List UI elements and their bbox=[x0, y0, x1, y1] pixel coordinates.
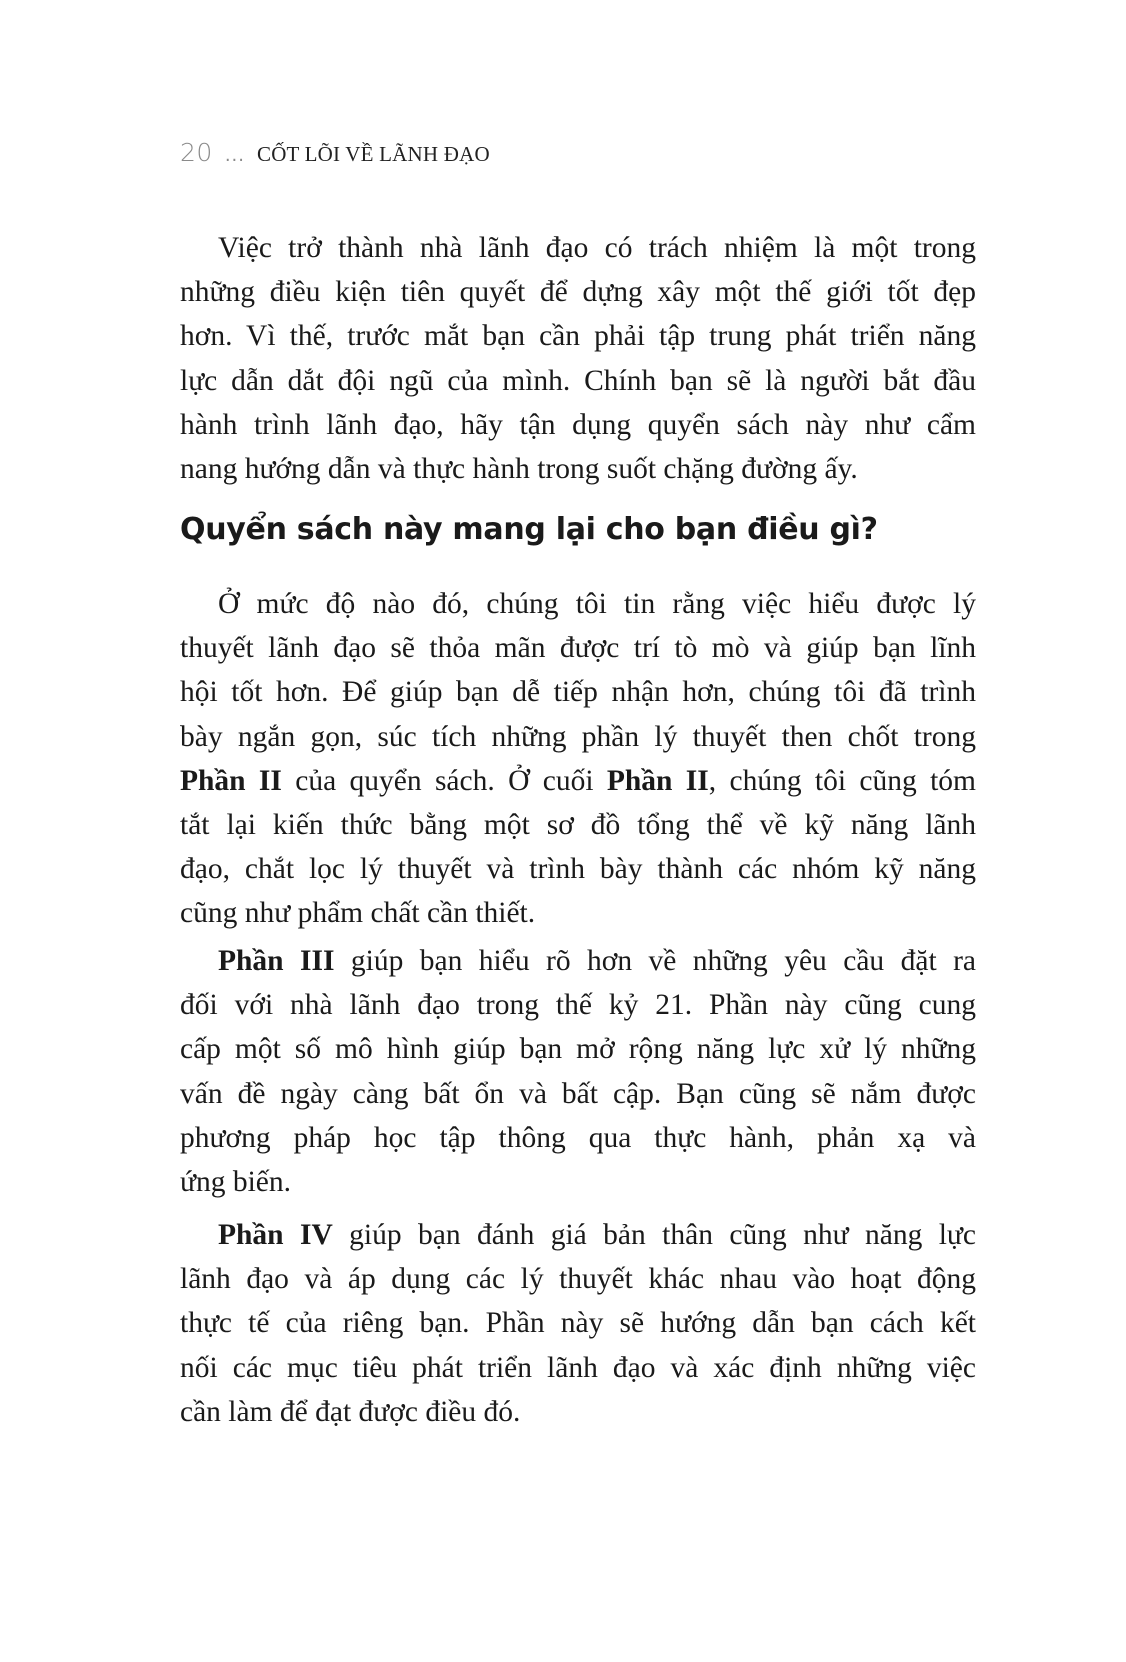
text-line bbox=[180, 1213, 976, 1257]
part-iv-label: Phần IV bbox=[218, 1219, 333, 1251]
text-line bbox=[180, 759, 976, 803]
section-paragraph-3 bbox=[180, 1213, 976, 1434]
text-line: vấn đề ngày càng bất ổn và bất cập. Bạn cũng sẽ nắm được bbox=[180, 1077, 976, 1110]
text-line: cũng như phẩm chất cần thiết. bbox=[180, 897, 536, 930]
text-fragment: , chúng tôi cũng tóm bbox=[708, 764, 976, 797]
text-line: hành trình lãnh đạo, hãy tận dụng quyển sách này như cẩm bbox=[180, 408, 976, 441]
text-line: lực dẫn dắt đội ngũ của mình. Chính bạn sẽ là người bắt đầu bbox=[180, 364, 976, 397]
part-ii-label: Phần II bbox=[180, 764, 282, 797]
running-head bbox=[180, 138, 490, 167]
text-line: hội tốt hơn. Để giúp bạn dễ tiếp nhận hơn, chúng tôi đã trình bbox=[180, 676, 976, 709]
intro-paragraph bbox=[180, 226, 976, 491]
section-heading: Quyển sách này mang lại cho bạn điều gì? bbox=[180, 512, 878, 547]
ellipsis-separator-icon: ... bbox=[224, 145, 245, 166]
text-line: nang hướng dẫn và thực hành trong suốt chặng đường ấy. bbox=[180, 452, 858, 485]
text-line: phương pháp học tập thông qua thực hành, phản xạ và bbox=[180, 1121, 976, 1154]
text-line: thực tế của riêng bạn. Phần này sẽ hướng dẫn bạn cách kết bbox=[180, 1307, 976, 1340]
text-fragment: giúp bạn hiểu rõ hơn về những yêu cầu đặt ra bbox=[334, 945, 976, 977]
text-fragment: của quyển sách. Ở cuối bbox=[281, 764, 607, 797]
section-paragraph-1 bbox=[180, 582, 976, 936]
book-page bbox=[180, 0, 976, 1662]
text-line: Việc trở thành nhà lãnh đạo có trách nhiệm là một trong bbox=[218, 232, 976, 264]
text-line: nối các mục tiêu phát triển lãnh đạo và xác định những việc bbox=[180, 1351, 976, 1384]
text-fragment: giúp bạn đánh giá bản thân cũng như năng lực bbox=[332, 1219, 976, 1251]
text-line bbox=[180, 939, 976, 983]
part-iii-label: Phần III bbox=[218, 945, 335, 977]
text-line: đạo, chắt lọc lý thuyết và trình bày thành các nhóm kỹ năng bbox=[180, 853, 976, 886]
text-line: hơn. Vì thế, trước mắt bạn cần phải tập trung phát triển năng bbox=[180, 320, 976, 353]
text-line: ứng biến. bbox=[180, 1165, 292, 1198]
text-line: bày ngắn gọn, súc tích những phần lý thuyết then chốt trong bbox=[180, 720, 976, 753]
text-line: thuyết lãnh đạo sẽ thỏa mãn được trí tò mò và giúp bạn lĩnh bbox=[180, 632, 976, 665]
text-line: lãnh đạo và áp dụng các lý thuyết khác nhau vào hoạt động bbox=[180, 1263, 976, 1296]
text-line: cần làm để đạt được điều đó. bbox=[180, 1395, 521, 1428]
text-line: những điều kiện tiên quyết để dựng xây một thế giới tốt đẹp bbox=[180, 276, 976, 309]
section-paragraph-2 bbox=[180, 939, 976, 1204]
part-ii-label: Phần II bbox=[606, 764, 709, 797]
text-line: Ở mức độ nào đó, chúng tôi tin rằng việc hiểu được lý bbox=[218, 588, 976, 620]
text-line: tắt lại kiến thức bằng một sơ đồ tổng thể về kỹ năng lãnh bbox=[180, 808, 976, 841]
page-number: 20 bbox=[180, 138, 213, 167]
text-line: đối với nhà lãnh đạo trong thế kỷ 21. Phần này cũng cung bbox=[180, 989, 976, 1022]
text-line: cấp một số mô hình giúp bạn mở rộng năng lực xử lý những bbox=[180, 1033, 976, 1066]
book-title: CỐT LÕI VỀ LÃNH ĐẠO bbox=[256, 142, 490, 166]
